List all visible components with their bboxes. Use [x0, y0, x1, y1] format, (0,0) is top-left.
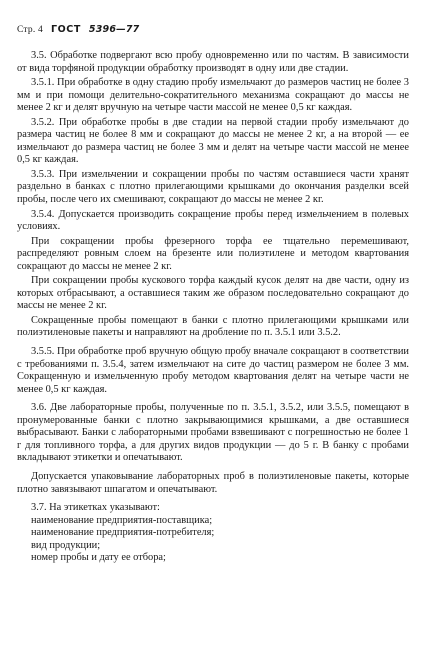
- page-header: [17, 24, 139, 35]
- paragraph-reduced-samples: Сокращенные пробы помещают в банки с плотно прилегающими крышками или полиэтиленовые пакеты и направляют на дробление по п. 3.5.1 или 3.5.2.: [17, 314, 409, 339]
- list-item: наименование предприятия-поставщика;: [31, 514, 213, 526]
- paragraph-3-5-5: 3.5.5. При обработке проб вручную общую пробу вначале сокращают в соответствии с требованиями п. 3.5.4, затем измельчают на сите до частиц размером не более 3 мм. Сокращенную и измельченную пробу методом квартования делят на четыре части не менее 0,5 кг каждая.: [17, 346, 409, 395]
- list-item: вид продукции;: [31, 539, 101, 551]
- page-number: Стр. 4: [17, 25, 43, 35]
- paragraph-3-5-2: 3.5.2. При обработке пробы в две стадии на первой стадии пробу измельчают до размера частиц не более 8 мм и сокращают до массы не менее 2 кг, а на второй — ее измельчают до размера частиц не более 3 мм и делят на четыре части массой не менее 0,5 кг каждая.: [17, 116, 409, 166]
- paragraph-3-5-4: 3.5.4. Допускается производить сокращение пробы перед измельчением в полевых условиях.: [17, 208, 409, 233]
- paragraph-3-5-3: 3.5.3. При измельчении и сокращении пробы по частям оставшиеся части хранят раздельно в банках с плотно прилегающими крышками до окончания разделки всей пробы, после чего их смешивают, сокращают до массы не менее 2 кг.: [17, 168, 409, 206]
- list-item: наименование предприятия-потребителя;: [31, 527, 215, 539]
- paragraph-lump-peat: При сокращении пробы кускового торфа каждый кусок делят на две части, одну из которых отбрасывают, а оставшиеся таким же образом последовательно сокращают до массы не менее 2 кг.: [17, 275, 409, 312]
- document-body: [17, 50, 409, 565]
- paragraph-packaging: Допускается упаковывание лабораторных проб в полиэтиленовые пакеты, которые плотно завязывают шпагатом и опечатывают.: [17, 470, 409, 495]
- paragraph-3-7: 3.7. На этикетках указывают:: [31, 502, 160, 514]
- list-item: номер пробы и дату ее отбора;: [31, 552, 166, 564]
- paragraph-3-5: 3.5. Обработке подвергают всю пробу одновременно или по частям. В зависимости от вида торфяной продукции обработку производят в одну или две стадии.: [17, 50, 409, 74]
- standard-label: ГОСТ: [50, 24, 81, 35]
- paragraph-3-5-1: 3.5.1. При обработке в одну стадию пробу измельчают до размеров частиц не более 3 мм и при помощи делительно-сократительного механизма сокращают до массы не менее 2 кг и делят вручную на четыре части массой не менее 0,5 кг каждая.: [17, 77, 409, 114]
- paragraph-milled-peat: При сокращении пробы фрезерного торфа ее тщательно перемешивают, распределяют ровным слоем на брезенте или полиэтилене и методом квартования сокращают до массы не менее 2 кг.: [17, 235, 409, 272]
- paragraph-3-6: 3.6. Две лабораторные пробы, полученные по п. 3.5.1, 3.5.2, или 3.5.5, помещают в пронумерованные банки с плотно закрывающимися крышками, а две оставшиеся выбрасывают. Банки с лабораторными пробами взвешивают с погрешностью не более 1 г для топливного торфа, а для других видов продукции — до 5 г. В банку с пробами вкладывают этикетки и опечатывают.: [17, 402, 409, 464]
- standard-number: 5396—77: [88, 24, 140, 35]
